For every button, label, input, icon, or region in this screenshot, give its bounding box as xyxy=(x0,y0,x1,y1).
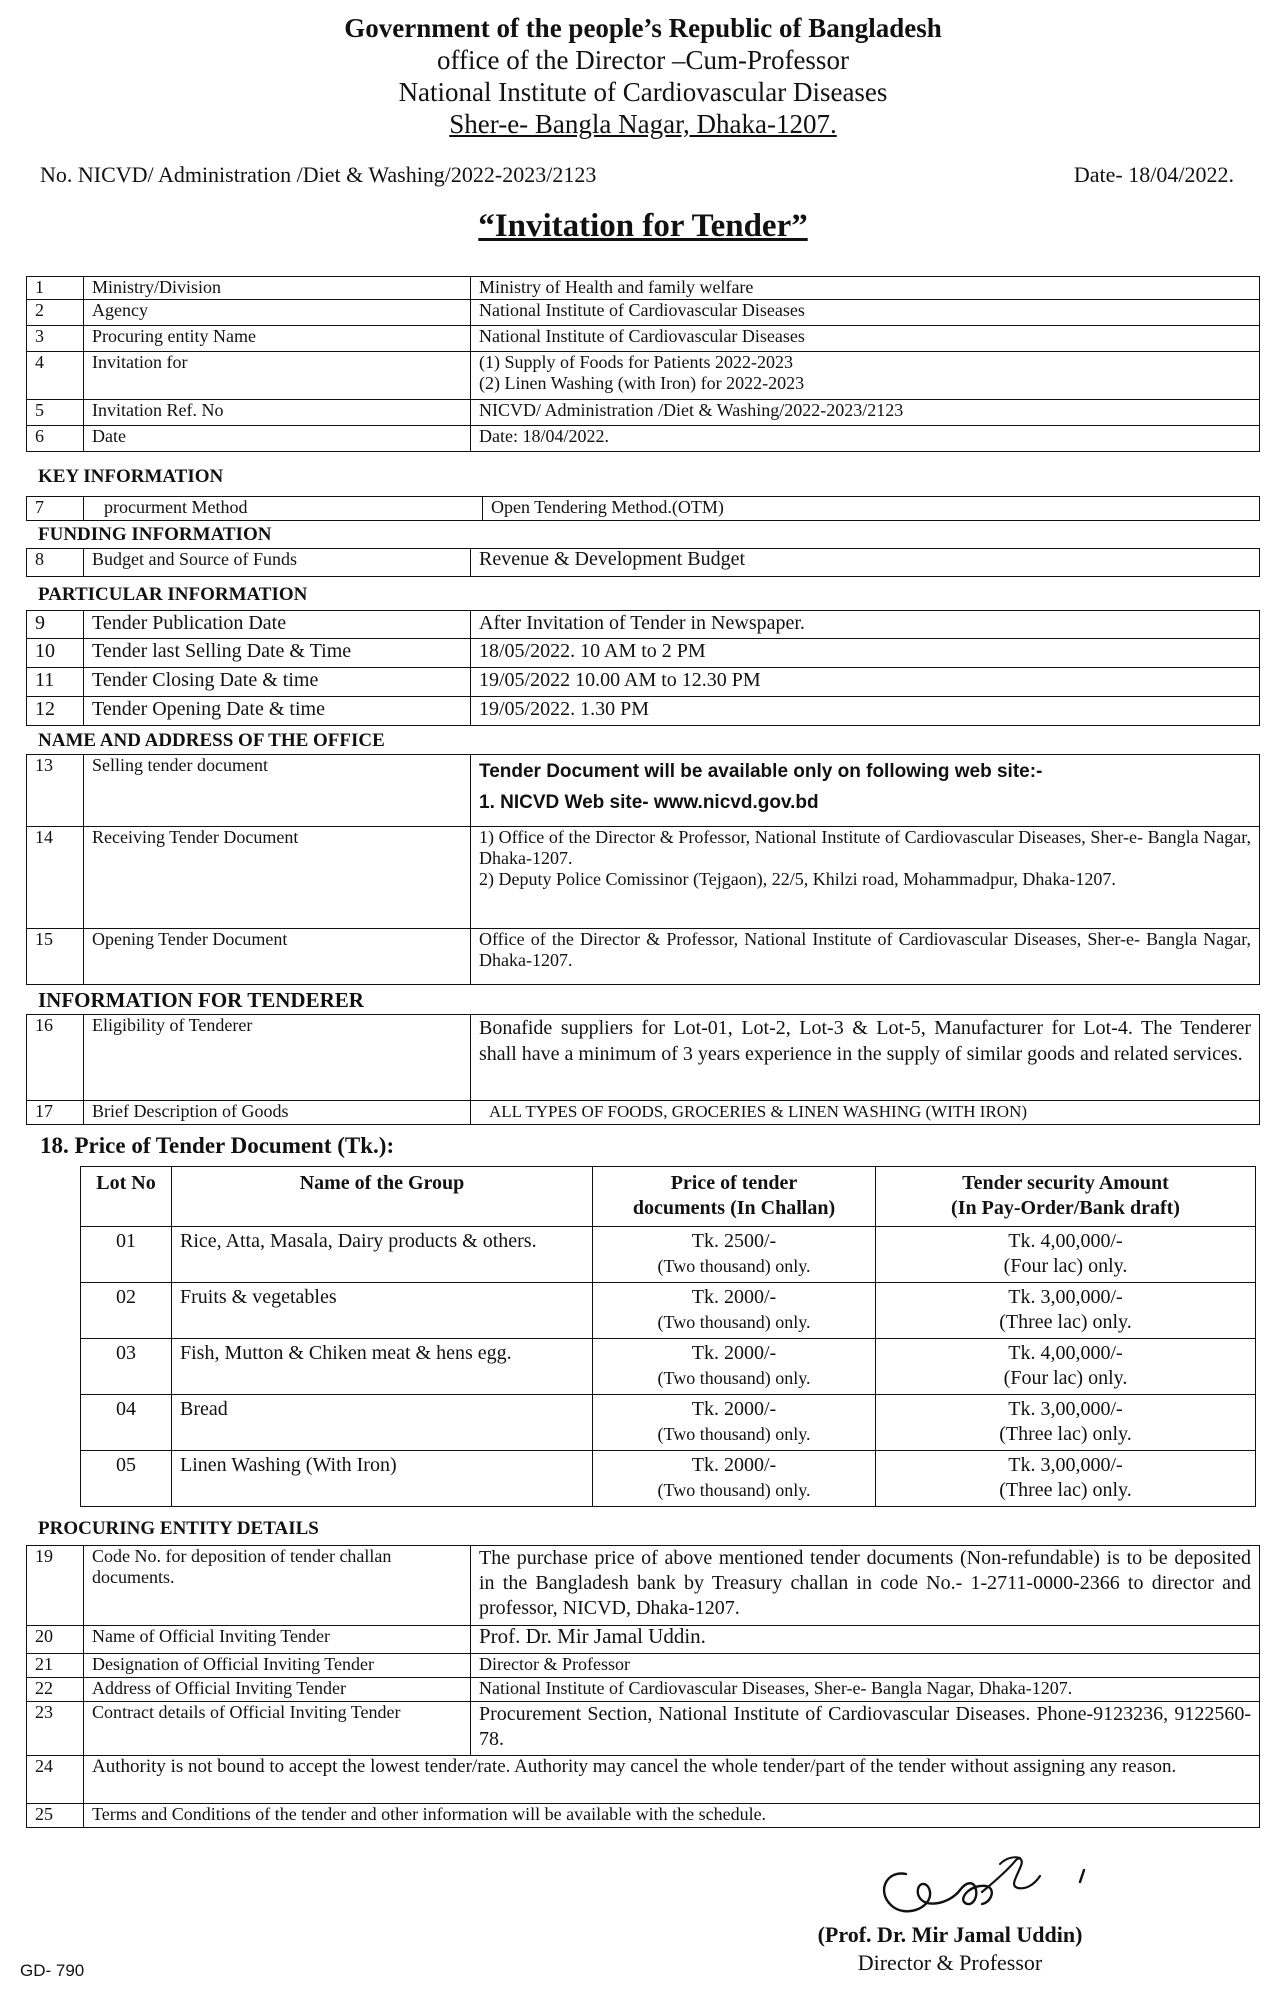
group-name: Fish, Mutton & Chiken meat & hens egg. xyxy=(172,1339,593,1395)
row-number: 21 xyxy=(27,1654,84,1678)
row-number: 9 xyxy=(27,611,84,639)
table-row xyxy=(27,1804,1260,1828)
security-amount: Tk. 3,00,000/- (Three lac) only. xyxy=(876,1451,1256,1507)
table-row xyxy=(27,611,1260,639)
row-label: procurment Method xyxy=(84,497,483,521)
tenderer-table xyxy=(26,1014,1260,1125)
letterhead xyxy=(0,12,1286,140)
procuring-entity-table xyxy=(26,1545,1260,1828)
row-label: Tender last Selling Date & Time xyxy=(84,639,471,668)
row-value: ALL TYPES OF FOODS, GROCERIES & LINEN WASHING (WITH IRON) xyxy=(471,1101,1260,1125)
row-label: Designation of Official Inviting Tender xyxy=(84,1654,471,1678)
reference-line xyxy=(0,154,1286,194)
row-number: 17 xyxy=(27,1101,84,1125)
row-number: 5 xyxy=(27,400,84,426)
row-number: 11 xyxy=(27,668,84,697)
row-number: 20 xyxy=(27,1626,84,1654)
signature-mark xyxy=(870,1852,1100,1922)
row-label: Opening Tender Document xyxy=(84,929,471,985)
section-heading: KEY INFORMATION xyxy=(38,466,224,487)
row-number: 4 xyxy=(27,352,84,400)
row-label: Agency xyxy=(84,300,471,326)
table-row xyxy=(27,400,1260,426)
web-site: 1. NICVD Web site- www.nicvd.gov.bd xyxy=(479,792,819,813)
group-name: Fruits & vegetables xyxy=(172,1283,593,1339)
table-row xyxy=(27,549,1260,577)
table-row xyxy=(27,1654,1260,1678)
table-row xyxy=(27,326,1260,352)
row-value: Date: 18/04/2022. xyxy=(471,426,1260,452)
column-header: Lot No xyxy=(81,1167,172,1227)
table-row xyxy=(27,352,1260,400)
document-price: Tk. 2000/- (Two thousand) only. xyxy=(593,1339,876,1395)
row-label: Contract details of Official Inviting Tender xyxy=(84,1702,471,1756)
document-price: Tk. 2000/- (Two thousand) only. xyxy=(593,1395,876,1451)
govt-title: Government of the people’s Republic of Bangladesh xyxy=(344,13,942,43)
row-number: 23 xyxy=(27,1702,84,1756)
security-amount: Tk. 4,00,000/- (Four lac) only. xyxy=(876,1339,1256,1395)
memo-date: Date- 18/04/2022. xyxy=(1073,162,1234,187)
document-price: Tk. 2500/- (Two thousand) only. xyxy=(593,1227,876,1283)
row-label: Ministry/Division xyxy=(84,277,471,300)
security-amount: Tk. 3,00,000/- (Three lac) only. xyxy=(876,1283,1256,1339)
row-value: Office of the Director & Professor, National Institute of Cardiovascular Diseases, Sher-e- Bangla Nagar, Dhaka-1207. xyxy=(471,929,1260,985)
row-value xyxy=(471,827,1260,929)
office-line: office of the Director –Cum-Professor xyxy=(437,45,849,75)
row-label: Tender Publication Date xyxy=(84,611,471,639)
memo-number: No. NICVD/ Administration /Diet & Washing/2022-2023/2123 xyxy=(40,162,597,187)
row-number: 14 xyxy=(27,827,84,929)
row-number: 19 xyxy=(27,1546,84,1626)
row-value: Procurement Section, National Institute of Cardiovascular Diseases. Phone-9123236, 9122560-78. xyxy=(471,1702,1260,1756)
column-header: Tender security Amount (In Pay-Order/Bank draft) xyxy=(876,1167,1256,1227)
particular-info-table xyxy=(26,610,1260,726)
table-row xyxy=(27,1678,1260,1702)
row-number: 15 xyxy=(27,929,84,985)
row-value: NICVD/ Administration /Diet & Washing/2022-2023/2123 xyxy=(471,400,1260,426)
receiving-address-1: 1) Office of the Director & Professor, National Institute of Cardiovascular Diseases, Sher-e- Bangla Nagar, Dhaka-1207. xyxy=(479,827,1251,868)
row-value: Open Tendering Method.(OTM) xyxy=(483,497,1260,521)
document-price: Tk. 2000/- (Two thousand) only. xyxy=(593,1283,876,1339)
row-label: Tender Closing Date & time xyxy=(84,668,471,697)
row-value: National Institute of Cardiovascular Diseases xyxy=(471,326,1260,352)
table-row xyxy=(27,277,1260,300)
row-value: 19/05/2022. 1.30 PM xyxy=(471,697,1260,726)
table-row xyxy=(27,639,1260,668)
row-value: Revenue & Development Budget xyxy=(471,549,1260,577)
row-label: Tender Opening Date & time xyxy=(84,697,471,726)
price-section-title: 18. Price of Tender Document (Tk.): xyxy=(40,1133,395,1158)
table-row xyxy=(81,1227,1256,1283)
row-label: Date xyxy=(84,426,471,452)
row-value: 18/05/2022. 10 AM to 2 PM xyxy=(471,639,1260,668)
row-value: The purchase price of above mentioned tender documents (Non-refundable) is to be deposited in the Bangladesh bank by Treasury challan in code No.- 1-2711-0000-2366 to director and professor, NICVD, Dhaka-1207. xyxy=(471,1546,1260,1626)
row-number: 12 xyxy=(27,697,84,726)
row-value: Prof. Dr. Mir Jamal Uddin. xyxy=(471,1626,1260,1654)
row-label: Invitation for xyxy=(84,352,471,400)
row-label: Receiving Tender Document xyxy=(84,827,471,929)
table-row xyxy=(27,1756,1260,1804)
row-label: Selling tender document xyxy=(84,755,471,827)
section-heading: PARTICULAR INFORMATION xyxy=(38,584,308,605)
row-value: Ministry of Health and family welfare xyxy=(471,277,1260,300)
table-row xyxy=(27,497,1260,521)
row-number: 6 xyxy=(27,426,84,452)
row-label: Name of Official Inviting Tender xyxy=(84,1626,471,1654)
section-heading: FUNDING INFORMATION xyxy=(38,524,272,545)
column-header: Name of the Group xyxy=(172,1167,593,1227)
web-notice: Tender Document will be available only on following web site:- xyxy=(479,761,1043,782)
table-row xyxy=(27,1626,1260,1654)
table-row xyxy=(27,697,1260,726)
invitation-item-1: (1) Supply of Foods for Patients 2022-2023 xyxy=(479,352,793,372)
table-row xyxy=(81,1283,1256,1339)
row-value xyxy=(471,755,1260,827)
row-number: 2 xyxy=(27,300,84,326)
footer-code: GD- 790 xyxy=(20,1961,85,1980)
row-value: National Institute of Cardiovascular Diseases, Sher-e- Bangla Nagar, Dhaka-1207. xyxy=(471,1678,1260,1702)
lot-number: 04 xyxy=(81,1395,172,1451)
table-row xyxy=(81,1451,1256,1507)
row-number: 24 xyxy=(27,1756,84,1804)
row-label: Address of Official Inviting Tender xyxy=(84,1678,471,1702)
funding-table xyxy=(26,548,1260,577)
row-number: 7 xyxy=(27,497,84,521)
table-row xyxy=(27,1546,1260,1626)
row-label: Brief Description of Goods xyxy=(84,1101,471,1125)
signatory-name: (Prof. Dr. Mir Jamal Uddin) xyxy=(817,1922,1083,1947)
table-row xyxy=(27,668,1260,697)
office-table xyxy=(26,754,1260,985)
row-label: Procuring entity Name xyxy=(84,326,471,352)
row-number: 25 xyxy=(27,1804,84,1828)
section-heading: INFORMATION FOR TENDERER xyxy=(38,988,364,1012)
receiving-address-2: 2) Deputy Police Comissinor (Tejgaon), 22/5, Khilzi road, Mohammadpur, Dhaka-1207. xyxy=(479,869,1116,889)
key-info-table xyxy=(26,496,1260,521)
lot-number: 02 xyxy=(81,1283,172,1339)
institute-address: Sher-e- Bangla Nagar, Dhaka-1207. xyxy=(449,109,837,139)
table-row xyxy=(27,426,1260,452)
institute-name: National Institute of Cardiovascular Diseases xyxy=(398,77,888,107)
table-row xyxy=(81,1339,1256,1395)
table-row xyxy=(27,827,1260,929)
group-name: Linen Washing (With Iron) xyxy=(172,1451,593,1507)
table-row xyxy=(27,755,1260,827)
column-header: Price of tender documents (In Challan) xyxy=(593,1167,876,1227)
row-value: After Invitation of Tender in Newspaper. xyxy=(471,611,1260,639)
section-heading: PROCURING ENTITY DETAILS xyxy=(38,1518,319,1539)
row-number: 16 xyxy=(27,1015,84,1101)
lot-number: 05 xyxy=(81,1451,172,1507)
row-label: Budget and Source of Funds xyxy=(84,549,471,577)
group-name: Bread xyxy=(172,1395,593,1451)
row-number: 3 xyxy=(27,326,84,352)
row-value: Bonafide suppliers for Lot-01, Lot-2, Lot-3 & Lot-5, Manufacturer for Lot-4. The Tenderer shall have a minimum of 3 years experience in the supply of similar goods and related services. xyxy=(471,1015,1260,1101)
section-heading: NAME AND ADDRESS OF THE OFFICE xyxy=(38,730,385,751)
lot-number: 03 xyxy=(81,1339,172,1395)
price-table-header xyxy=(81,1167,1256,1227)
row-label: Eligibility of Tenderer xyxy=(84,1015,471,1101)
row-number: 10 xyxy=(27,639,84,668)
price-table xyxy=(80,1166,1256,1507)
row-value: 19/05/2022 10.00 AM to 12.30 PM xyxy=(471,668,1260,697)
row-number: 1 xyxy=(27,277,84,300)
table-row xyxy=(27,300,1260,326)
invitation-item-2: (2) Linen Washing (with Iron) for 2022-2023 xyxy=(479,373,805,393)
row-value: Authority is not bound to accept the lowest tender/rate. Authority may cancel the whole tender/part of the tender without assigning any reason. xyxy=(84,1756,1260,1804)
signatory-designation: Director & Professor xyxy=(857,1950,1043,1975)
table-row xyxy=(27,1702,1260,1756)
document-price: Tk. 2000/- (Two thousand) only. xyxy=(593,1451,876,1507)
row-value: Terms and Conditions of the tender and other information will be available with the schedule. xyxy=(84,1804,1260,1828)
security-amount: Tk. 3,00,000/- (Three lac) only. xyxy=(876,1395,1256,1451)
lot-number: 01 xyxy=(81,1227,172,1283)
row-number: 13 xyxy=(27,755,84,827)
table-row xyxy=(27,1101,1260,1125)
row-value: Director & Professor xyxy=(471,1654,1260,1678)
basic-info-table xyxy=(26,276,1260,452)
table-row xyxy=(81,1395,1256,1451)
table-row xyxy=(27,929,1260,985)
security-amount: Tk. 4,00,000/- (Four lac) only. xyxy=(876,1227,1256,1283)
group-name: Rice, Atta, Masala, Dairy products & others. xyxy=(172,1227,593,1283)
row-value xyxy=(471,352,1260,400)
row-number: 8 xyxy=(27,549,84,577)
row-label: Invitation Ref. No xyxy=(84,400,471,426)
row-label: Code No. for deposition of tender challan documents. xyxy=(84,1546,471,1626)
table-row xyxy=(27,1015,1260,1101)
page-title: “Invitation for Tender” xyxy=(478,208,808,244)
row-value: National Institute of Cardiovascular Diseases xyxy=(471,300,1260,326)
row-number: 22 xyxy=(27,1678,84,1702)
